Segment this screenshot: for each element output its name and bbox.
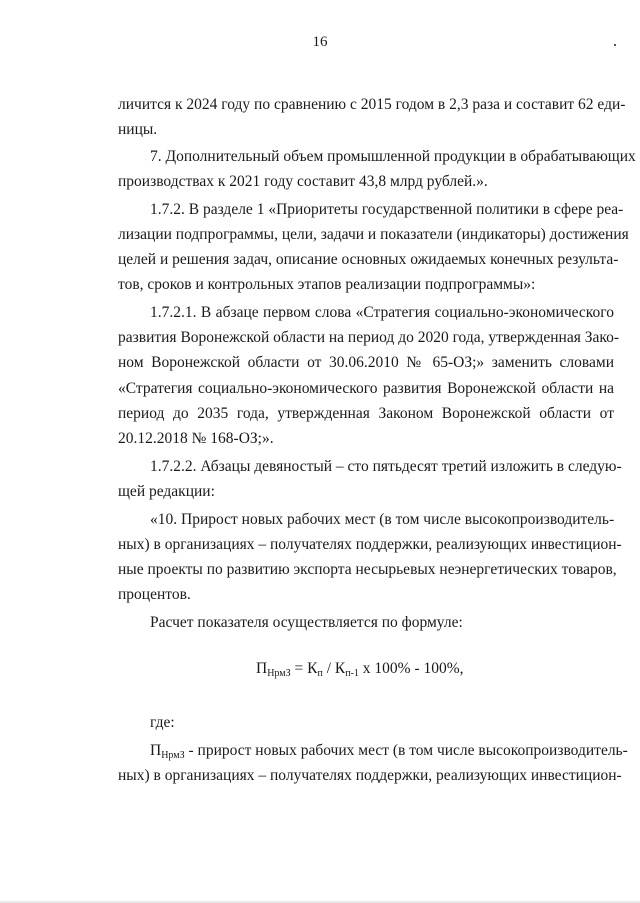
text-line: «10. Прирост новых рабочих мест (в том числе высокопроизводитель-: [150, 511, 615, 528]
text-line: 1.7.2.1. В абзаце первом слова «Стратегия социально-экономического: [150, 304, 614, 321]
text-line: период до 2035 года, утвержденная Законом Воронежской области от: [118, 405, 614, 422]
text-line: где:: [150, 714, 175, 731]
text-line: 7. Дополнительный объем промышленной продукции в обрабатывающих: [150, 148, 636, 165]
text-line: ном Воронежской области от 30.06.2010 № 65-ОЗ;» заменить словами: [118, 354, 614, 371]
text-line: ные проекты по развитию экспорта несырьевых неэнергетических товаров,: [118, 561, 617, 578]
text-line: «Стратегия социально-экономического развития Воронежской области на: [118, 380, 614, 397]
text-line: 1.7.2. В разделе 1 «Приоритеты государственной политики в сфере реа-: [150, 201, 624, 218]
text-line: развития Воронежской области на период до 2020 года, утвержденная Зако-: [118, 329, 620, 346]
text-line: щей редакции:: [118, 483, 215, 500]
text-line: тов, сроков и контрольных этапов реализации подпрограммы»:: [118, 276, 536, 293]
text-line: Расчет показателя осуществляется по формуле:: [150, 614, 463, 631]
scan-mark: [614, 44, 616, 46]
page-number: 16: [312, 34, 328, 50]
text-line: производствах к 2021 году составит 43,8 млрд рублей.».: [118, 173, 488, 190]
text-line: ных) в организациях – получателях поддержки, реализующих инвестицион-: [118, 536, 622, 553]
formula: $П_{НрмЗ} = К_п / К_{п-1}$ х 100% - 100%,: [256, 660, 464, 679]
text-line: лизации подпрограммы, цели, задачи и показатели (индикаторы) достижения: [118, 226, 629, 243]
text-line: 1.7.2.2. Абзацы девяностый – сто пятьдесят третий изложить в следую-: [150, 458, 622, 475]
text-line: личится к 2024 году по сравнению с 2015 годом в 2,3 раза и составит 62 еди-: [118, 96, 626, 113]
definition-line: $П_{НрмЗ}$ - прирост новых рабочих мест (в том числе высокопроизводитель-: [150, 742, 628, 761]
text-line: процентов.: [118, 586, 191, 603]
text-line: ницы.: [118, 121, 158, 138]
text-line: 20.12.2018 № 168-ОЗ;».: [118, 430, 274, 447]
text-line: целей и решения задач, описание основных ожидаемых конечных результа-: [118, 251, 619, 268]
text-line: ных) в организациях – получателях поддержки, реализующих инвестицион-: [118, 767, 622, 784]
